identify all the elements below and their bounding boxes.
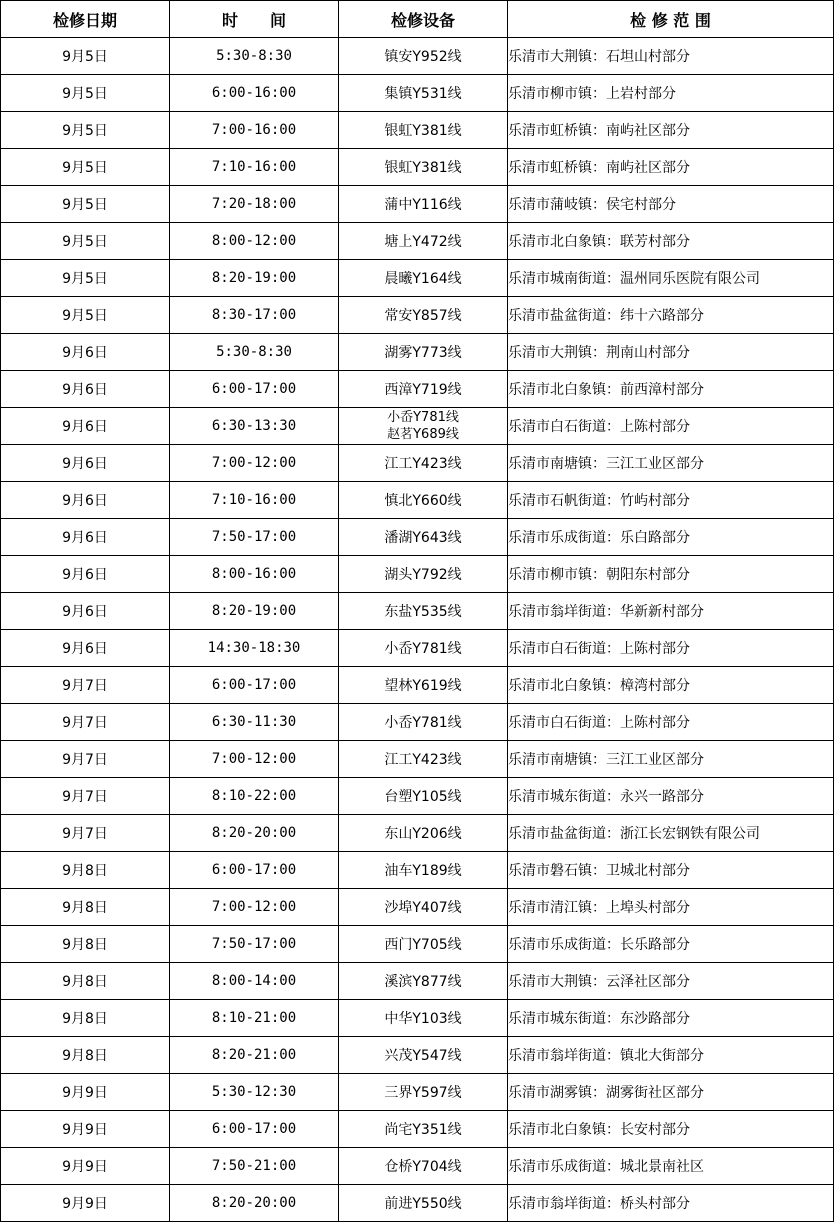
equipment-line: 潘湖Y643线 — [384, 530, 462, 546]
cell-range: 乐清市盐盆街道：浙江长宏钢铁有限公司 — [508, 815, 834, 852]
cell-equipment — [339, 1111, 508, 1148]
cell-range: 乐清市翁垟街道：镇北大街部分 — [508, 1037, 834, 1074]
header-equipment: 检修设备 — [339, 1, 508, 38]
equipment-line: 集镇Y531线 — [384, 86, 462, 102]
cell-date: 9月6日 — [1, 371, 170, 408]
table-row — [1, 445, 834, 482]
cell-date: 9月8日 — [1, 926, 170, 963]
equipment-line: 沙埠Y407线 — [384, 900, 462, 916]
cell-range: 乐清市虹桥镇：南屿社区部分 — [508, 112, 834, 149]
cell-equipment — [339, 223, 508, 260]
cell-range: 乐清市北白象镇：前西漳村部分 — [508, 371, 834, 408]
cell-equipment — [339, 926, 508, 963]
table-row — [1, 815, 834, 852]
cell-range: 乐清市南塘镇：三江工业区部分 — [508, 445, 834, 482]
cell-equipment — [339, 778, 508, 815]
cell-time: 8:20-19:00 — [170, 593, 339, 630]
cell-equipment — [339, 815, 508, 852]
equipment-line: 镇安Y952线 — [384, 49, 462, 65]
equipment-line: 塘上Y472线 — [384, 234, 462, 250]
cell-time: 5:30-8:30 — [170, 38, 339, 75]
equipment-line: 湖雾Y773线 — [384, 345, 462, 361]
cell-range: 乐清市北白象镇：联芳村部分 — [508, 223, 834, 260]
cell-range: 乐清市磐石镇：卫城北村部分 — [508, 852, 834, 889]
cell-time: 14:30-18:30 — [170, 630, 339, 667]
cell-time: 8:00-12:00 — [170, 223, 339, 260]
cell-date: 9月5日 — [1, 297, 170, 334]
cell-date: 9月9日 — [1, 1111, 170, 1148]
cell-time: 8:20-20:00 — [170, 815, 339, 852]
cell-time: 7:10-16:00 — [170, 482, 339, 519]
table-row — [1, 852, 834, 889]
cell-date: 9月6日 — [1, 556, 170, 593]
table-row — [1, 482, 834, 519]
table-row — [1, 1000, 834, 1037]
cell-range: 乐清市石帆街道：竹屿村部分 — [508, 482, 834, 519]
cell-time: 6:00-17:00 — [170, 371, 339, 408]
cell-time: 6:00-16:00 — [170, 75, 339, 112]
equipment-line: 东山Y206线 — [384, 826, 462, 842]
table-row — [1, 889, 834, 926]
cell-range: 乐清市乐成街道：城北景南社区 — [508, 1148, 834, 1185]
table-row — [1, 593, 834, 630]
cell-date: 9月7日 — [1, 778, 170, 815]
equipment-line: 晨曦Y164线 — [384, 271, 462, 287]
table-row — [1, 667, 834, 704]
header-row — [1, 1, 834, 38]
equipment-line: 湖头Y792线 — [384, 567, 462, 583]
cell-equipment — [339, 667, 508, 704]
table-row — [1, 926, 834, 963]
cell-time: 6:00-17:00 — [170, 1111, 339, 1148]
cell-range: 乐清市白石街道：上陈村部分 — [508, 408, 834, 445]
cell-range: 乐清市虹桥镇：南屿社区部分 — [508, 149, 834, 186]
cell-equipment — [339, 556, 508, 593]
cell-range: 乐清市城东街道：永兴一路部分 — [508, 778, 834, 815]
cell-equipment — [339, 371, 508, 408]
equipment-line: 溪滨Y877线 — [384, 974, 462, 990]
cell-range: 乐清市大荆镇：荆南山村部分 — [508, 334, 834, 371]
cell-range: 乐清市北白象镇：长安村部分 — [508, 1111, 834, 1148]
cell-range: 乐清市城东街道：东沙路部分 — [508, 1000, 834, 1037]
table-row — [1, 1074, 834, 1111]
equipment-line: 台塑Y105线 — [384, 789, 462, 805]
table-row — [1, 778, 834, 815]
table-row — [1, 297, 834, 334]
cell-time: 8:20-19:00 — [170, 260, 339, 297]
cell-time: 8:10-21:00 — [170, 1000, 339, 1037]
table-row — [1, 75, 834, 112]
cell-range: 乐清市盐盆街道：纬十六路部分 — [508, 297, 834, 334]
cell-equipment — [339, 1000, 508, 1037]
cell-date: 9月6日 — [1, 408, 170, 445]
cell-equipment — [339, 1074, 508, 1111]
table-row — [1, 741, 834, 778]
cell-time: 5:30-8:30 — [170, 334, 339, 371]
table-row — [1, 186, 834, 223]
cell-date: 9月6日 — [1, 593, 170, 630]
table-row — [1, 223, 834, 260]
cell-equipment — [339, 297, 508, 334]
cell-date: 9月9日 — [1, 1074, 170, 1111]
cell-date: 9月6日 — [1, 334, 170, 371]
equipment-line: 赵茗Y689线 — [387, 427, 459, 442]
cell-equipment — [339, 38, 508, 75]
table-row — [1, 260, 834, 297]
table-row — [1, 408, 834, 445]
cell-date: 9月6日 — [1, 482, 170, 519]
table-row — [1, 1148, 834, 1185]
cell-time: 6:30-13:30 — [170, 408, 339, 445]
cell-date: 9月7日 — [1, 667, 170, 704]
cell-range: 乐清市柳市镇：朝阳东村部分 — [508, 556, 834, 593]
cell-time: 7:50-21:00 — [170, 1148, 339, 1185]
cell-equipment — [339, 889, 508, 926]
cell-date: 9月8日 — [1, 963, 170, 1000]
table-row — [1, 963, 834, 1000]
table-row — [1, 371, 834, 408]
cell-range: 乐清市乐成街道：长乐路部分 — [508, 926, 834, 963]
equipment-line: 银虹Y381线 — [384, 123, 462, 139]
cell-equipment — [339, 704, 508, 741]
cell-range: 乐清市大荆镇：石坦山村部分 — [508, 38, 834, 75]
cell-range: 乐清市翁垟街道：华新新村部分 — [508, 593, 834, 630]
cell-time: 6:00-17:00 — [170, 667, 339, 704]
cell-date: 9月5日 — [1, 112, 170, 149]
cell-equipment — [339, 741, 508, 778]
equipment-line: 兴茂Y547线 — [384, 1048, 462, 1064]
equipment-line: 西漳Y719线 — [384, 382, 462, 398]
cell-equipment — [339, 1148, 508, 1185]
cell-equipment — [339, 186, 508, 223]
header-time: 时 间 — [170, 1, 339, 38]
header-date: 检修日期 — [1, 1, 170, 38]
cell-equipment — [339, 408, 508, 445]
header-range: 检 修 范 围 — [508, 1, 834, 38]
table-row — [1, 556, 834, 593]
table-row — [1, 38, 834, 75]
table-row — [1, 519, 834, 556]
cell-equipment — [339, 593, 508, 630]
cell-equipment — [339, 630, 508, 667]
cell-date: 9月7日 — [1, 741, 170, 778]
cell-date: 9月8日 — [1, 852, 170, 889]
cell-range: 乐清市大荆镇：云泽社区部分 — [508, 963, 834, 1000]
cell-date: 9月6日 — [1, 630, 170, 667]
table-row — [1, 1111, 834, 1148]
cell-time: 8:00-16:00 — [170, 556, 339, 593]
table-row — [1, 112, 834, 149]
cell-time: 7:00-12:00 — [170, 741, 339, 778]
equipment-line: 中华Y103线 — [384, 1011, 462, 1027]
table-row — [1, 630, 834, 667]
equipment-line: 小岙Y781线 — [384, 715, 462, 731]
cell-range: 乐清市湖雾镇：湖雾街社区部分 — [508, 1074, 834, 1111]
cell-range: 乐清市白石街道：上陈村部分 — [508, 704, 834, 741]
cell-time: 5:30-12:30 — [170, 1074, 339, 1111]
cell-date: 9月5日 — [1, 149, 170, 186]
cell-equipment — [339, 852, 508, 889]
cell-time: 8:00-14:00 — [170, 963, 339, 1000]
equipment-line: 尚宅Y351线 — [384, 1122, 462, 1138]
table-row — [1, 149, 834, 186]
equipment-line: 小岙Y781线 — [384, 641, 462, 657]
cell-date: 9月5日 — [1, 186, 170, 223]
cell-range: 乐清市城南街道：温州同乐医院有限公司 — [508, 260, 834, 297]
cell-equipment — [339, 334, 508, 371]
cell-date: 9月9日 — [1, 1185, 170, 1222]
cell-date: 9月9日 — [1, 1148, 170, 1185]
cell-time: 7:50-17:00 — [170, 519, 339, 556]
cell-equipment — [339, 1185, 508, 1222]
cell-range: 乐清市清江镇：上埠头村部分 — [508, 889, 834, 926]
cell-time: 7:00-12:00 — [170, 445, 339, 482]
table-row — [1, 704, 834, 741]
cell-date: 9月7日 — [1, 704, 170, 741]
equipment-line: 小岙Y781线 — [387, 410, 459, 425]
cell-range: 乐清市白石街道：上陈村部分 — [508, 630, 834, 667]
cell-time: 6:30-11:30 — [170, 704, 339, 741]
equipment-line: 西门Y705线 — [384, 937, 462, 953]
cell-date: 9月6日 — [1, 519, 170, 556]
cell-equipment — [339, 1037, 508, 1074]
table-row — [1, 1037, 834, 1074]
cell-time: 8:20-20:00 — [170, 1185, 339, 1222]
cell-date: 9月5日 — [1, 223, 170, 260]
equipment-line: 常安Y857线 — [384, 308, 462, 324]
cell-time: 7:00-16:00 — [170, 112, 339, 149]
cell-range: 乐清市柳市镇：上岩村部分 — [508, 75, 834, 112]
table-row — [1, 334, 834, 371]
cell-equipment — [339, 260, 508, 297]
cell-equipment — [339, 963, 508, 1000]
cell-range: 乐清市南塘镇：三江工业区部分 — [508, 741, 834, 778]
cell-date: 9月8日 — [1, 1000, 170, 1037]
cell-range: 乐清市翁垟街道：桥头村部分 — [508, 1185, 834, 1222]
equipment-line: 仓桥Y704线 — [384, 1159, 462, 1175]
equipment-line: 油车Y189线 — [384, 863, 462, 879]
cell-date: 9月6日 — [1, 445, 170, 482]
cell-equipment — [339, 112, 508, 149]
cell-date: 9月5日 — [1, 75, 170, 112]
equipment-line: 蒲中Y116线 — [384, 197, 462, 213]
cell-time: 7:00-12:00 — [170, 889, 339, 926]
cell-time: 8:30-17:00 — [170, 297, 339, 334]
table-body — [1, 38, 834, 1222]
cell-date: 9月8日 — [1, 889, 170, 926]
cell-time: 7:10-16:00 — [170, 149, 339, 186]
cell-equipment — [339, 519, 508, 556]
equipment-line: 江工Y423线 — [384, 752, 462, 768]
cell-equipment — [339, 482, 508, 519]
cell-range: 乐清市蒲岐镇：侯宅村部分 — [508, 186, 834, 223]
cell-time: 7:50-17:00 — [170, 926, 339, 963]
cell-time: 6:00-17:00 — [170, 852, 339, 889]
cell-date: 9月5日 — [1, 260, 170, 297]
cell-date: 9月5日 — [1, 38, 170, 75]
equipment-line: 银虹Y381线 — [384, 160, 462, 176]
equipment-line: 前进Y550线 — [384, 1196, 462, 1212]
cell-equipment — [339, 149, 508, 186]
cell-time: 8:10-22:00 — [170, 778, 339, 815]
cell-range: 乐清市乐成街道：乐白路部分 — [508, 519, 834, 556]
cell-date: 9月8日 — [1, 1037, 170, 1074]
equipment-line: 慎北Y660线 — [384, 493, 462, 509]
equipment-line: 三界Y597线 — [384, 1085, 462, 1101]
equipment-line: 江工Y423线 — [384, 456, 462, 472]
table-row — [1, 1185, 834, 1222]
cell-range: 乐清市北白象镇：樟湾村部分 — [508, 667, 834, 704]
cell-equipment — [339, 75, 508, 112]
cell-date: 9月7日 — [1, 815, 170, 852]
cell-equipment — [339, 445, 508, 482]
cell-time: 8:20-21:00 — [170, 1037, 339, 1074]
equipment-line: 东盐Y535线 — [384, 604, 462, 620]
equipment-line: 望林Y619线 — [384, 678, 462, 694]
cell-time: 7:20-18:00 — [170, 186, 339, 223]
